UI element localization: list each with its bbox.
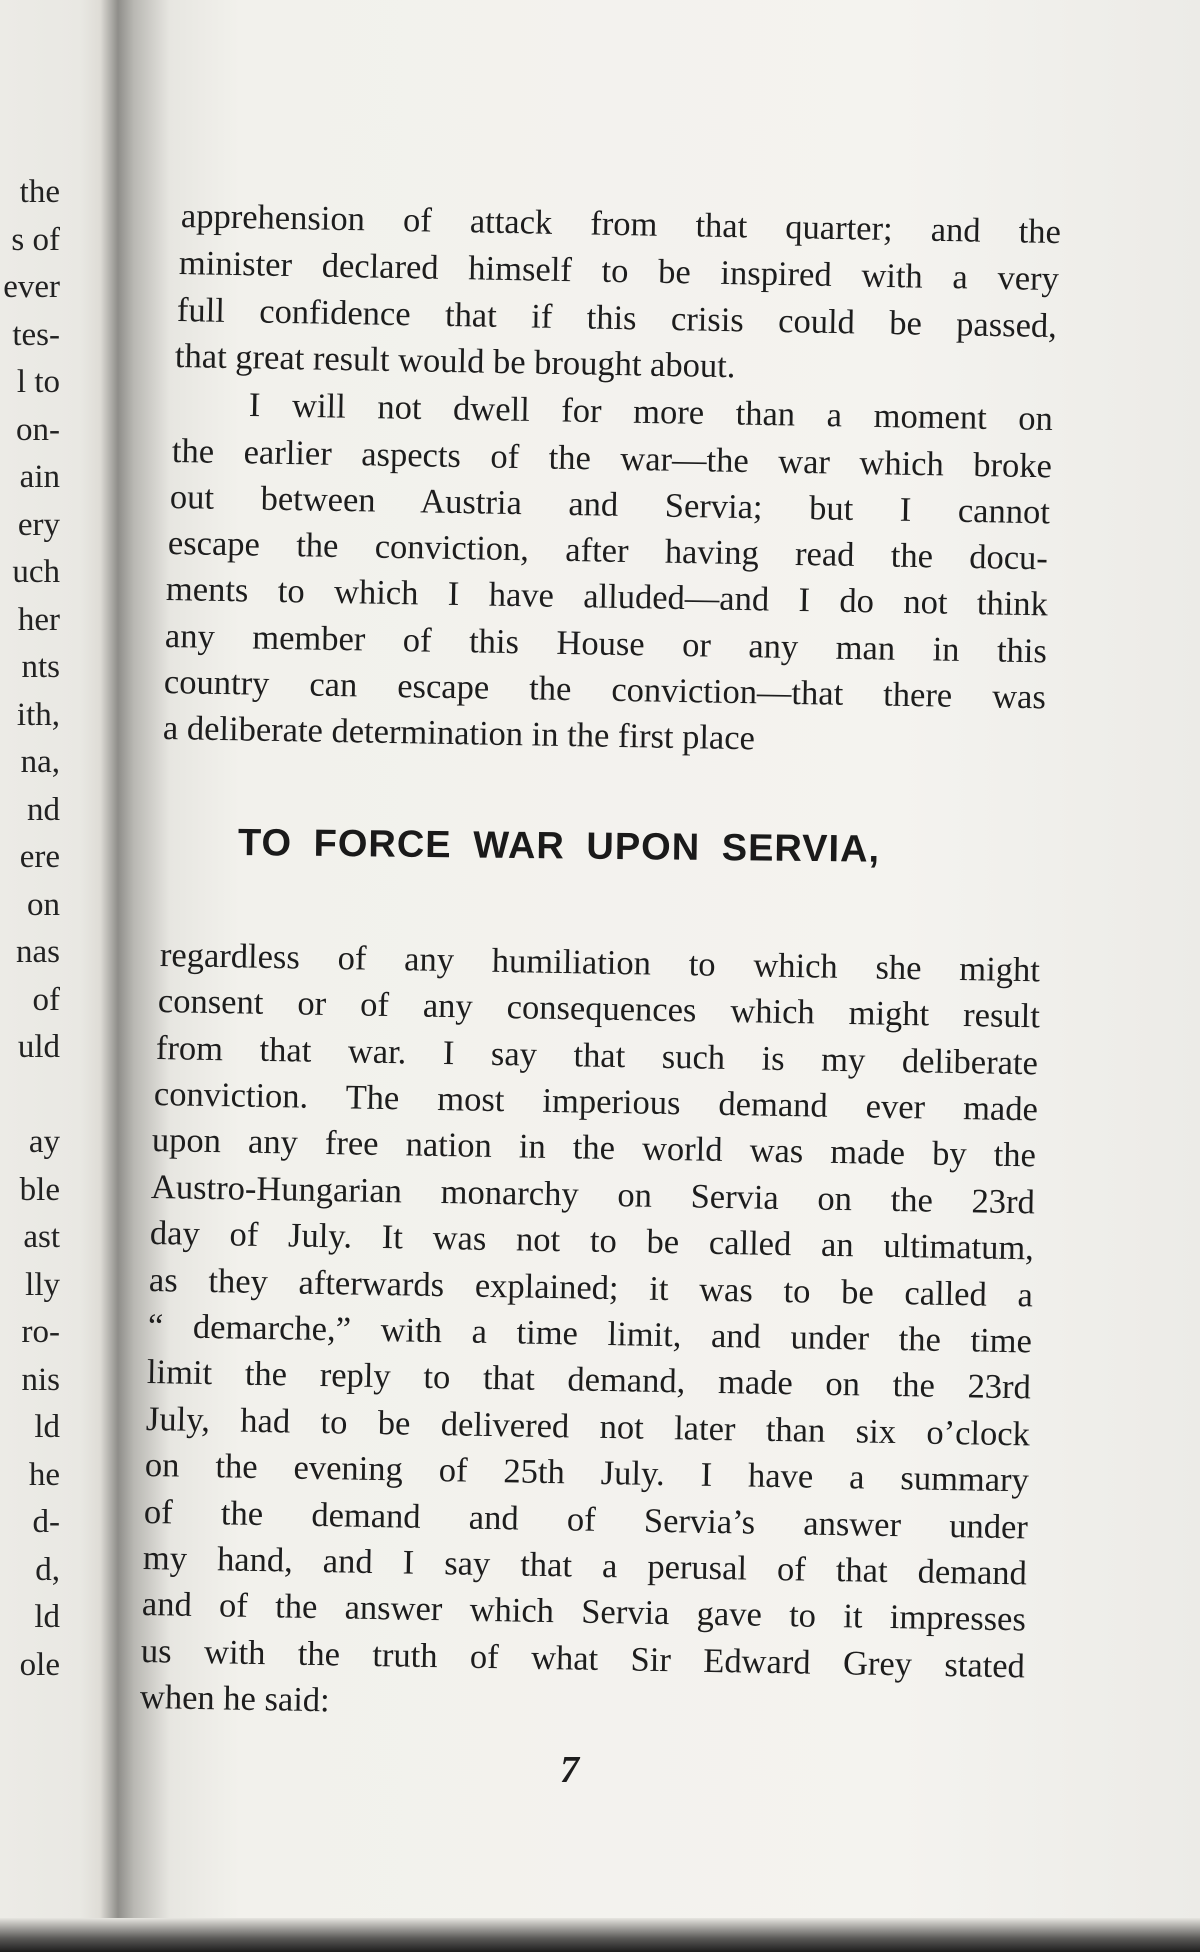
- text-line: ments to which I have alluded—and I do not think: [165, 570, 1049, 624]
- facing-page-fragment: ery: [17, 506, 60, 543]
- text-line: full confidence that if this crisis could be passed,: [176, 291, 1058, 346]
- text-line: minister declared himself to be inspired with a very: [178, 244, 1060, 299]
- text-line: conviction. The most imperious demand ever made: [153, 1075, 1039, 1129]
- facing-page-fragment: ld: [34, 1599, 60, 1635]
- facing-page-fragment: d-: [32, 1504, 60, 1540]
- facing-page-fragment: nd: [27, 791, 60, 828]
- facing-page-fragment: ro-: [21, 1314, 60, 1350]
- text-line: consent or of any consequences which might result: [157, 982, 1041, 1036]
- facing-page-fragment: d,: [35, 1551, 60, 1588]
- text-line: upon any free nation in the world was made by the: [151, 1121, 1037, 1175]
- text-line: July, had to be delivered not later than six o’clock: [145, 1400, 1031, 1454]
- text-line: country can escape the conviction—that there was: [163, 663, 1047, 717]
- facing-page-fragment: nas: [16, 934, 60, 970]
- facing-page-fragment: of: [32, 981, 60, 1018]
- facing-page-fragment: uch: [12, 554, 60, 590]
- text-line: and of the answer which Servia gave to it impresses: [141, 1585, 1027, 1639]
- page-number: 7: [560, 1749, 579, 1791]
- facing-page-fragment: na,: [20, 744, 60, 780]
- facing-page-fragment: uld: [17, 1029, 60, 1065]
- text-line: the earlier aspects of the war—the war which broke: [171, 432, 1053, 486]
- text-line: from that war. I say that such is my deliberate: [155, 1029, 1039, 1083]
- text-line: I will not dwell for more than a moment on: [248, 386, 1054, 439]
- facing-page-fragment: lly: [25, 1266, 60, 1303]
- facing-page-fragment: he: [28, 1456, 60, 1493]
- text-line: limit the reply to that demand, made on the 23rd: [146, 1353, 1032, 1407]
- text-line: when he said:: [139, 1678, 331, 1720]
- scan-bottom-edge: [0, 1918, 1200, 1952]
- facing-page-fragment: on: [27, 886, 60, 923]
- text-line: apprehension of attack from that quarter; and the: [180, 197, 1062, 252]
- facing-page-fragment: ere: [19, 839, 60, 875]
- text-line: us with the truth of what Sir Edward Grey stated: [140, 1632, 1026, 1686]
- text-line: as they afterwards explained; it was to be called a: [148, 1261, 1034, 1315]
- text-line: of the demand and of Servia’s answer under: [143, 1493, 1029, 1547]
- text-line: escape the conviction, after having read the docu-: [167, 524, 1049, 578]
- facing-page-fragment: ay: [28, 1124, 60, 1160]
- facing-page-fragment: ever: [3, 269, 60, 305]
- text-line: regardless of any humiliation to which she might: [159, 936, 1041, 990]
- facing-page-fragment: ast: [23, 1219, 60, 1255]
- facing-page-fragment: ain: [19, 459, 60, 495]
- facing-page-fragment: ole: [19, 1646, 60, 1683]
- facing-page-fragment: ble: [19, 1171, 60, 1208]
- text-line: “ demarche,” with a time limit, and under the time: [147, 1307, 1033, 1361]
- text-line: that great result would be brought about.: [174, 337, 736, 386]
- section-heading: TO FORCE WAR UPON SERVIA,: [237, 822, 881, 871]
- text-line: a deliberate determination in the first place: [162, 709, 756, 758]
- text-line: my hand, and I say that a perusal of that demand: [142, 1539, 1028, 1593]
- text-line: on the evening of 25th July. I have a summary: [144, 1446, 1030, 1500]
- facing-page-fragment: s of: [11, 221, 60, 258]
- facing-page-fragment: the: [19, 176, 60, 210]
- facing-page-fragment: l to: [16, 364, 60, 400]
- facing-page-fragment: ith,: [16, 696, 60, 733]
- text-line: Austro-Hungarian monarchy on Servia on the 23rd: [150, 1168, 1036, 1222]
- text-line: any member of this House or any man in this: [164, 617, 1048, 671]
- facing-page-fragment: nts: [21, 649, 60, 685]
- text-line: out between Austria and Servia; but I cannot: [169, 478, 1051, 532]
- facing-page-fragment: on-: [16, 411, 60, 448]
- text-line: day of July. It was not to be called an ultimatum,: [149, 1214, 1035, 1268]
- facing-page-fragment: nis: [21, 1361, 60, 1398]
- facing-page-fragment: ld: [34, 1409, 60, 1445]
- facing-page-fragment: her: [17, 601, 60, 638]
- facing-page-fragment: tes-: [12, 316, 60, 353]
